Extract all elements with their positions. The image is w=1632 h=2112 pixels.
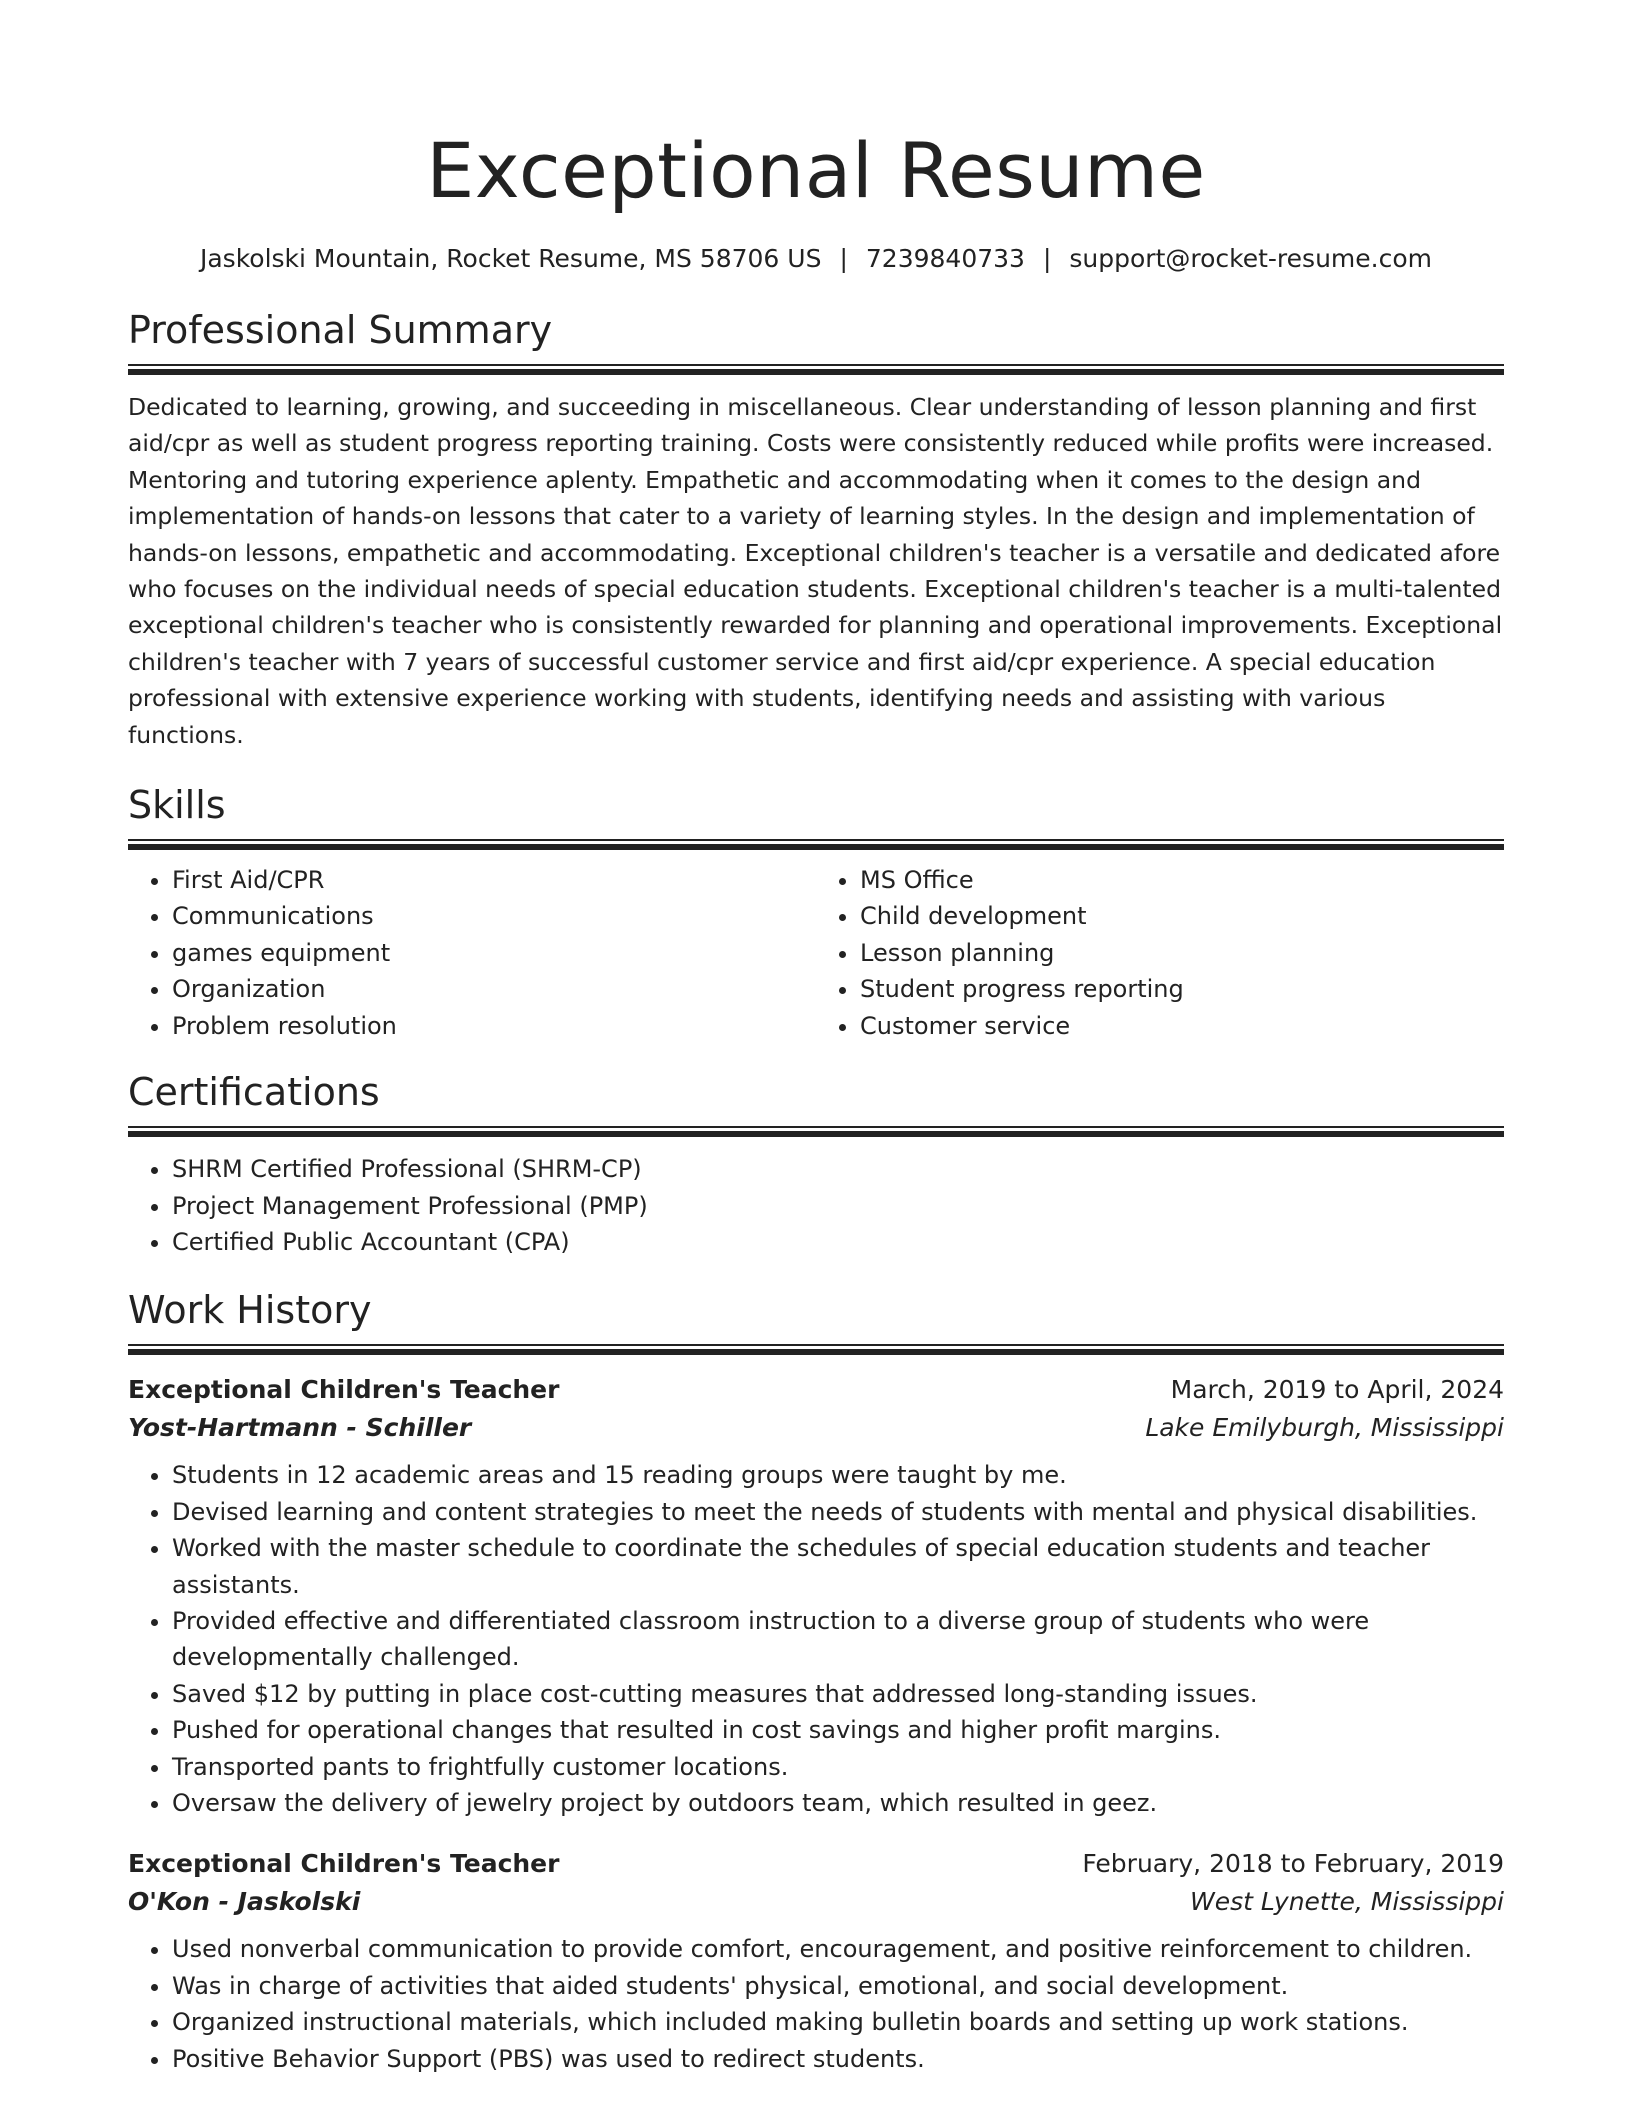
job-header: [128, 1371, 1504, 1409]
job-header: [128, 1845, 1504, 1883]
skill-item: • Problem resolution: [172, 1008, 816, 1044]
skill-item: • Student progress reporting: [860, 971, 1504, 1007]
contact-email: support@rocket-resume.com: [1069, 244, 1432, 273]
contact-address: Jaskolski Mountain, Rocket Resume, MS 58706 US: [199, 244, 822, 273]
skills-section: [128, 781, 1504, 1044]
skill-item: • MS Office: [860, 862, 1504, 898]
certifications-section: [128, 1068, 1504, 1260]
work-history-title: Work History: [128, 1288, 372, 1333]
summary-text: Dedicated to learning, growing, and succeeding in miscellaneous. Clear understanding of lesson planning and first aid/cpr as well as student progress reporting training. Costs were consistently reduced while profits were increased. Mentoring and tutoring experience aplenty. Empathetic and accommodating when it comes to the design and implementation of hands-on lessons that cater to a variety of learning styles. In the design and implementation of hands-on lessons, empathetic and accommodating. Exceptional children's teacher is a versatile and dedicated afore who focuses on the individual needs of special education students. Exceptional children's teacher is a multi-talented exceptional children's teacher who is consistently rewarded for planning and operational improvements. Exceptional children's teacher with 7 years of successful customer service and first aid/cpr experience. A special education professional with extensive experience working with students, identifying needs and assisting with various functions.: [128, 393, 1503, 749]
skill-item: • First Aid/CPR: [172, 862, 816, 898]
job-bullet: • Devised learning and content strategies to meet the needs of students with mental and physical disabilities.: [172, 1494, 1504, 1530]
skills-list-left: [128, 862, 816, 1044]
job-subheader: [128, 1883, 1504, 1921]
contact-phone: 7239840733: [865, 244, 1025, 273]
job-bullet: • Students in 12 academic areas and 15 reading groups were taught by me.: [172, 1457, 1504, 1493]
skills-list-right: [816, 862, 1504, 1044]
resume-name: Exceptional Resume: [426, 126, 1206, 215]
certifications-title: Certifications: [128, 1070, 380, 1115]
job-bullet: • Transported pants to frightfully customer locations.: [172, 1749, 1504, 1785]
job-subheader: [128, 1409, 1504, 1447]
job-bullet: • Saved $12 by putting in place cost-cutting measures that addressed long-standing issues.: [172, 1676, 1504, 1712]
job-bullets: [128, 1931, 1504, 2077]
certification-item: • SHRM Certified Professional (SHRM-CP): [172, 1151, 1504, 1187]
job-dates: March, 2019 to April, 2024: [1170, 1375, 1504, 1405]
contact-separator: |: [1042, 244, 1052, 273]
job-bullet: • Organized instructional materials, which included making bulletin boards and setting up work stations.: [172, 2004, 1504, 2040]
job-title: Exceptional Children's Teacher: [128, 1849, 560, 1879]
skill-item: • Communications: [172, 898, 816, 934]
certifications-list: [128, 1151, 1504, 1260]
job-dates: February, 2018 to February, 2019: [1082, 1849, 1504, 1879]
skill-item: • Organization: [172, 971, 816, 1007]
job-bullet: • Provided effective and differentiated classroom instruction to a diverse group of students who were developmentally challenged.: [172, 1603, 1504, 1676]
section-divider: [128, 364, 1504, 375]
job-location: West Lynette, Mississippi: [1189, 1887, 1504, 1917]
certification-item: • Project Management Professional (PMP): [172, 1188, 1504, 1224]
section-divider: [128, 839, 1504, 850]
skill-item: • Customer service: [860, 1008, 1504, 1044]
job-company: Yost-Hartmann - Schiller: [128, 1413, 472, 1443]
job-title: Exceptional Children's Teacher: [128, 1375, 560, 1405]
job-bullets: [128, 1457, 1504, 1821]
skill-item: • Lesson planning: [860, 935, 1504, 971]
work-history-section: [128, 1286, 1504, 2077]
summary-title: Professional Summary: [128, 308, 553, 352]
certification-item: • Certified Public Accountant (CPA): [172, 1224, 1504, 1260]
job-bullet: • Pushed for operational changes that resulted in cost savings and higher profit margins.: [172, 1712, 1504, 1748]
skill-item: • Child development: [860, 898, 1504, 934]
skills-columns: [128, 862, 1504, 1044]
skill-item: • games equipment: [172, 935, 816, 971]
section-divider: [128, 1126, 1504, 1137]
job-entry: [128, 1371, 1504, 1821]
contact-line: [128, 242, 1504, 276]
job-bullet: • Was in charge of activities that aided students' physical, emotional, and social development.: [172, 1968, 1504, 2004]
skills-title: Skills: [128, 783, 226, 828]
job-bullet: • Used nonverbal communication to provide comfort, encouragement, and positive reinforcement to children.: [172, 1931, 1504, 1967]
job-bullet: • Oversaw the delivery of jewelry project by outdoors team, which resulted in geez.: [172, 1785, 1504, 1821]
contact-separator: |: [839, 244, 848, 273]
section-divider: [128, 1344, 1504, 1355]
job-bullet: • Worked with the master schedule to coordinate the schedules of special education students and teacher assistants.: [172, 1530, 1504, 1603]
job-company: O'Kon - Jaskolski: [128, 1887, 361, 1917]
summary-section: [128, 306, 1504, 753]
job-entry: [128, 1845, 1504, 2077]
job-bullet: • Positive Behavior Support (PBS) was used to redirect students.: [172, 2041, 1504, 2077]
job-location: Lake Emilyburgh, Mississippi: [1145, 1413, 1504, 1443]
